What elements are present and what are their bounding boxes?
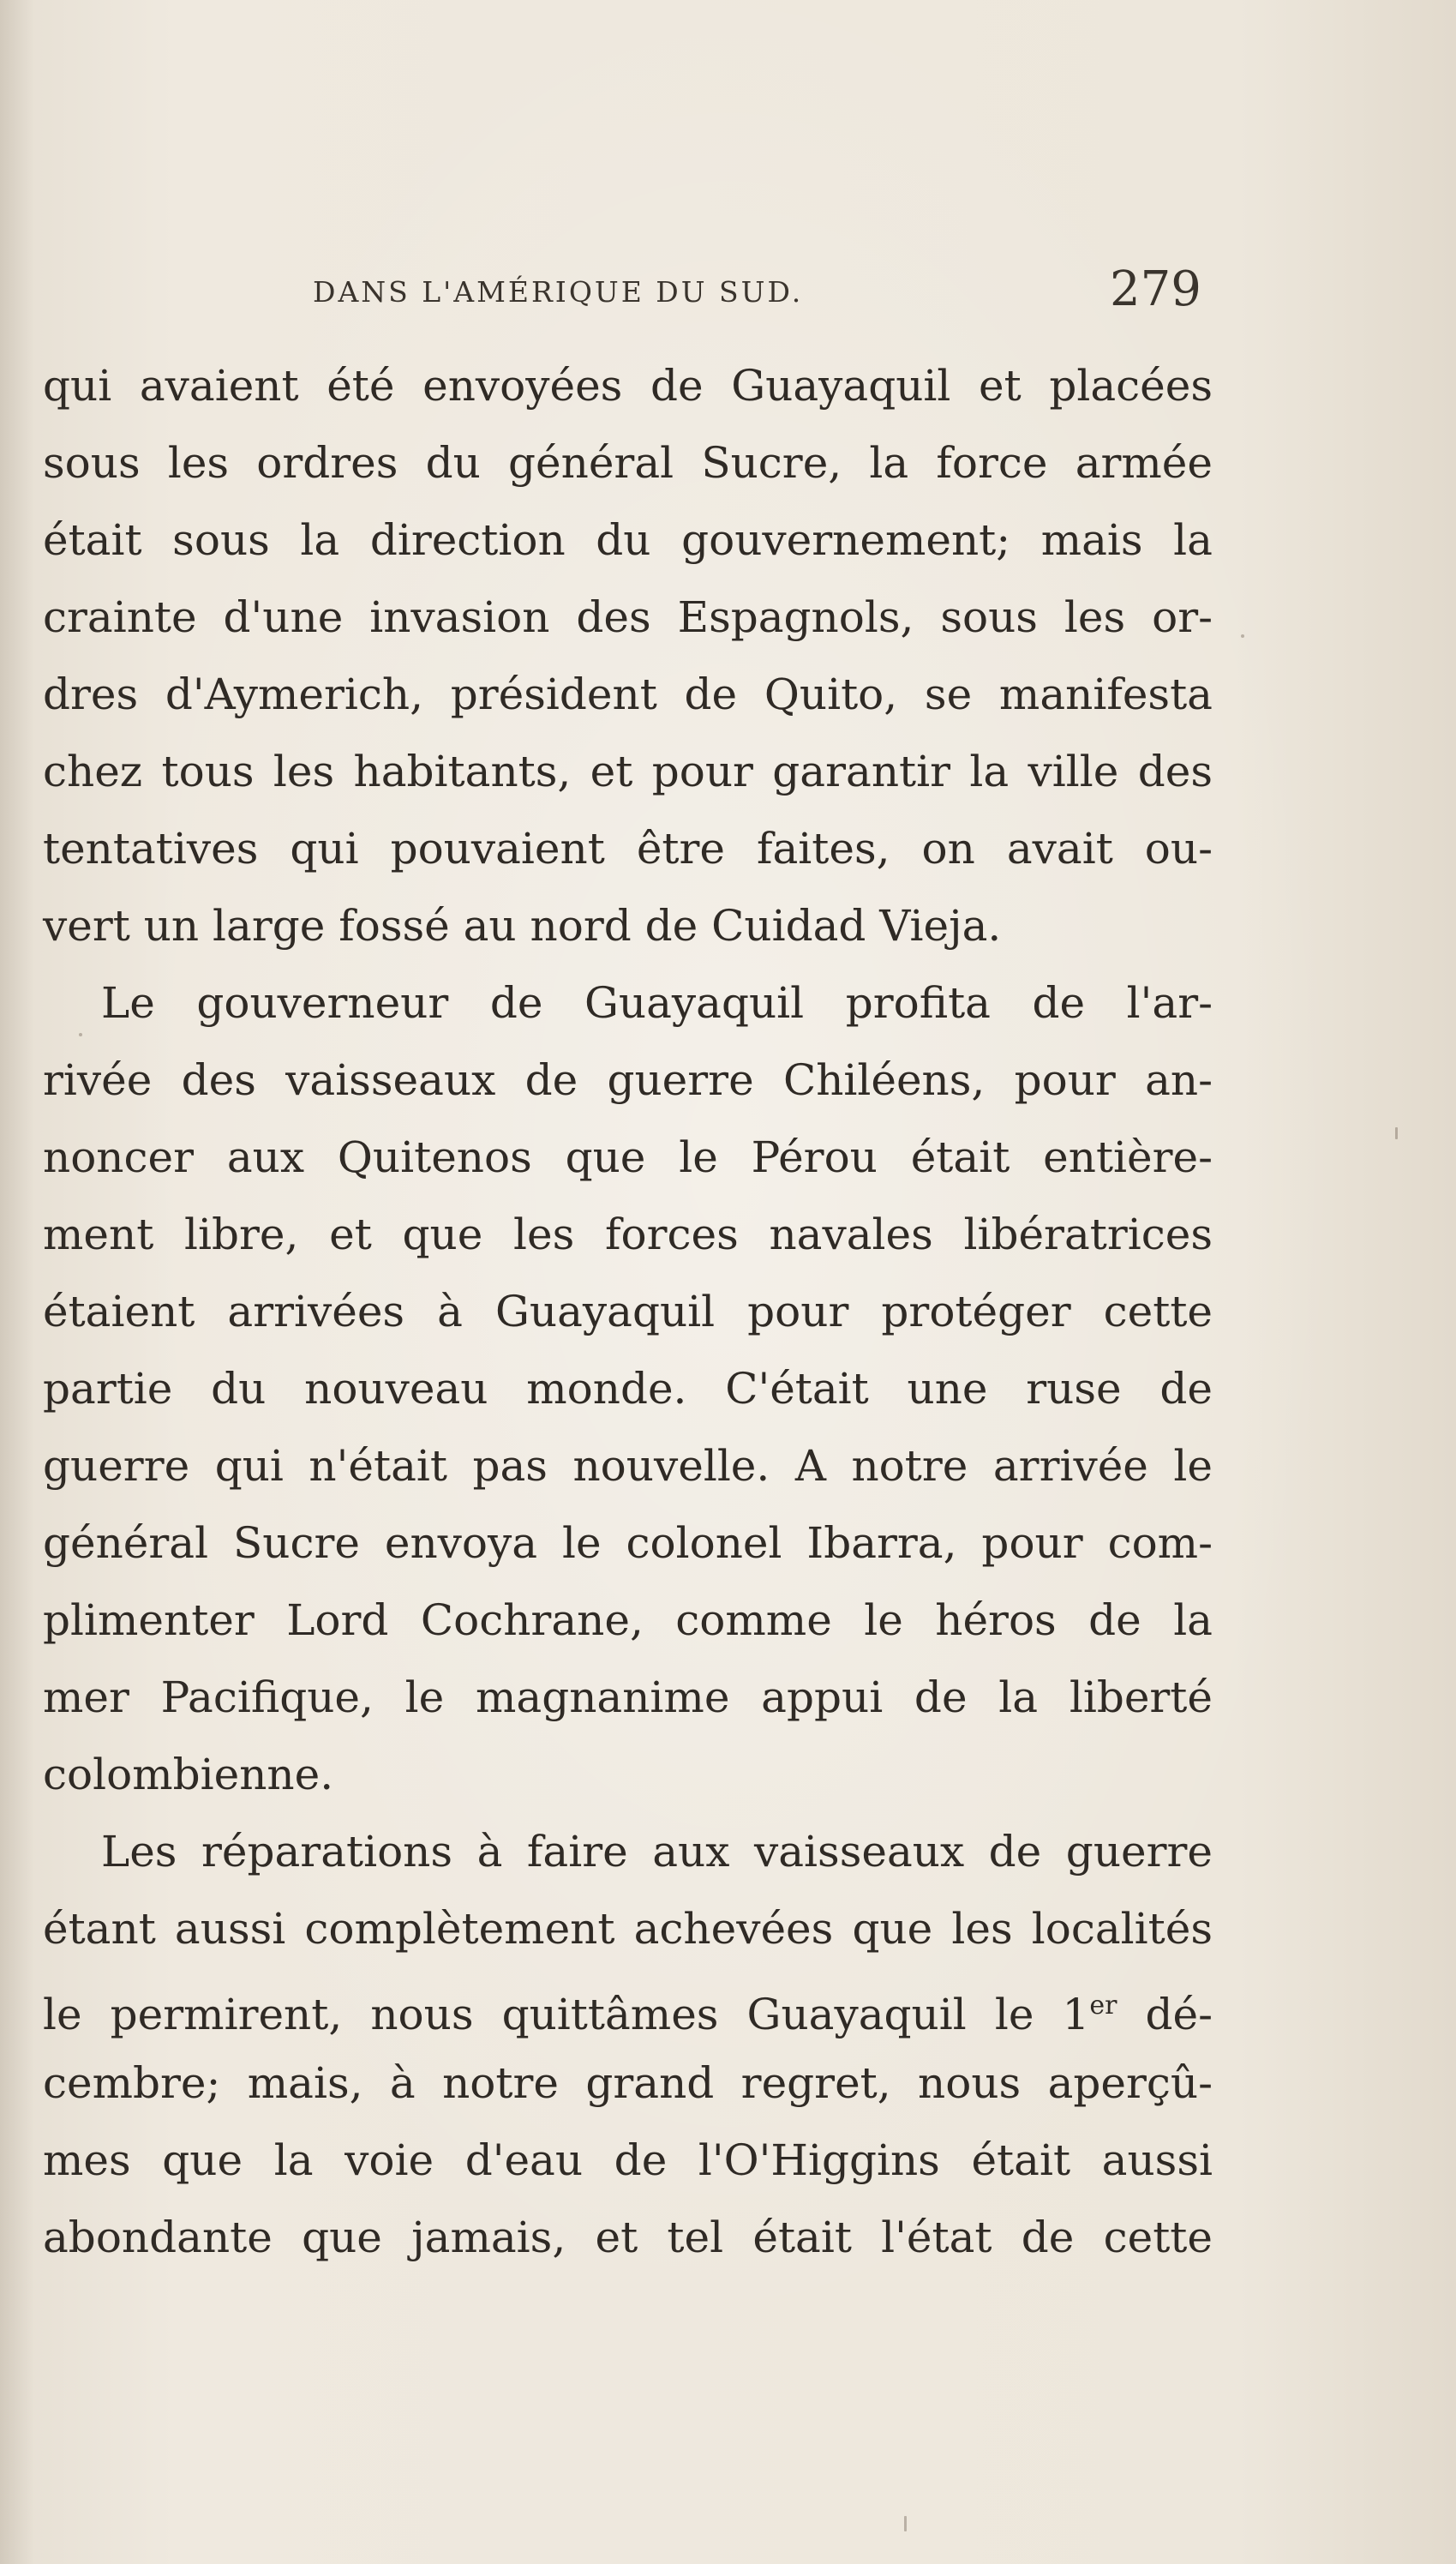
text-line: Le gouverneur de Guayaquil profita de l'ar- xyxy=(101,978,1213,1028)
page-number: 279 xyxy=(1110,261,1201,317)
paper-speck xyxy=(904,2516,907,2531)
text-line: chez tous les habitants, et pour garantir la ville des xyxy=(43,747,1213,796)
text-line: étant aussi complètement achevées que les localités xyxy=(43,1904,1213,1954)
text-line: partie du nouveau monde. C'était une ruse de xyxy=(43,1364,1213,1414)
text-line: sous les ordres du général Sucre, la force armée xyxy=(43,438,1213,488)
text-line: étaient arrivées à Guayaquil pour protéger cette xyxy=(43,1287,1213,1336)
text-line: cembre; mais, à notre grand regret, nous aperçû- xyxy=(43,2058,1213,2108)
superscript-er: er xyxy=(1089,1991,1117,2021)
text-line: Les réparations à faire aux vaisseaux de guerre xyxy=(101,1827,1213,1876)
text-line: plimenter Lord Cochrane, comme le héros de la xyxy=(43,1595,1213,1645)
text-line: était sous la direction du gouvernement; mais la xyxy=(43,515,1213,565)
paper-speck xyxy=(79,1033,82,1036)
spine-shadow xyxy=(0,0,34,2564)
text-line-head: le permirent, nous quittâmes Guayaquil le 1 xyxy=(43,1990,1090,2039)
text-line: guerre qui n'était pas nouvelle. A notre arrivée le xyxy=(43,1441,1213,1491)
text-line: mes que la voie d'eau de l'O'Higgins était aussi xyxy=(43,2135,1213,2185)
text-line: colombienne. xyxy=(43,1750,334,1799)
running-head: DANS L'AMÉRIQUE DU SUD. xyxy=(313,275,804,309)
text-line: noncer aux Quitenos que le Pérou était entière- xyxy=(43,1132,1213,1182)
text-line: rivée des vaisseaux de guerre Chiléens, pour an- xyxy=(43,1055,1213,1105)
text-line: tentatives qui pouvaient être faites, on avait ou- xyxy=(43,824,1213,874)
text-line-tail: dé- xyxy=(1117,1990,1213,2039)
text-line: général Sucre envoya le colonel Ibarra, pour com- xyxy=(43,1518,1213,1568)
text-line: abondante que jamais, et tel était l'état de cette xyxy=(43,2213,1213,2262)
text-line: mer Pacifique, le magnanime appui de la liberté xyxy=(43,1672,1213,1722)
page-header xyxy=(0,261,1456,321)
text-line: crainte d'une invasion des Espagnols, sous les or- xyxy=(43,592,1213,642)
text-line: ment libre, et que les forces navales libératrices xyxy=(43,1210,1213,1259)
paper-speck xyxy=(1395,1127,1398,1139)
text-line: dres d'Aymerich, président de Quito, se manifesta xyxy=(43,670,1213,719)
text-line xyxy=(43,1967,1213,2045)
text-line: qui avaient été envoyées de Guayaquil et placées xyxy=(43,361,1213,411)
text-line: vert un large fossé au nord de Cuidad Vieja. xyxy=(43,901,1002,951)
paper-speck xyxy=(1241,634,1244,638)
